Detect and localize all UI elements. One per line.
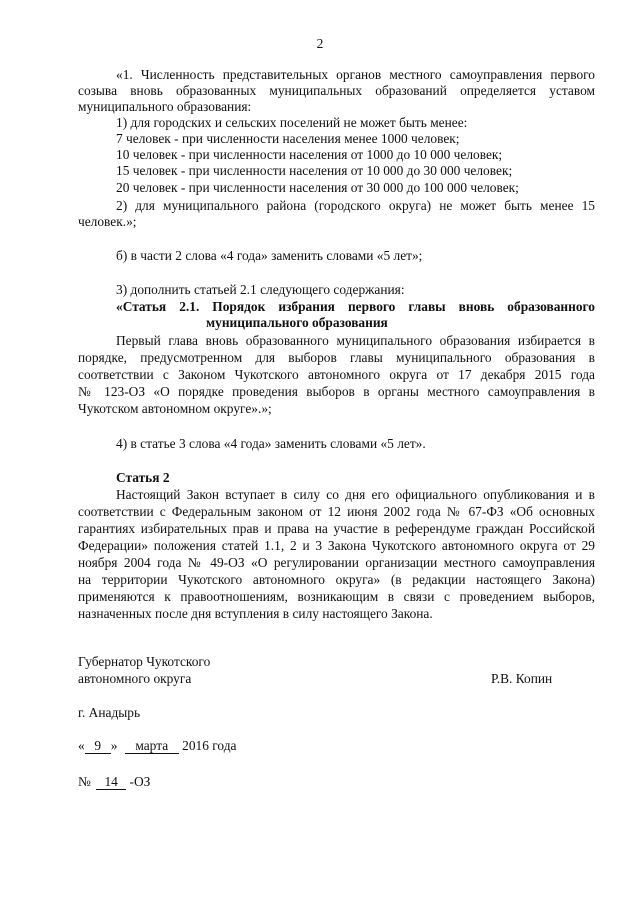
new-article-title: муниципального образования bbox=[206, 315, 388, 330]
article-2-heading: Статья 2 bbox=[116, 470, 170, 485]
new-article-title: «Статья 2.1. Порядок избрания первого главы вновь образованного bbox=[116, 299, 595, 314]
law-number bbox=[78, 774, 150, 790]
amendment-subitem-4: 4) в статье 3 слова «4 года» заменить словами «5 лет». bbox=[116, 436, 426, 451]
date-year: 2016 года bbox=[182, 738, 237, 753]
date-close-quote: » bbox=[110, 738, 118, 753]
date-day: 9 bbox=[85, 739, 111, 754]
amendment-subitem-3: 3) дополнить статьей 2.1 следующего содержания: bbox=[116, 282, 405, 297]
article-2-body-line: на территории Чукотского автономного округа» (в редакции настоящего Закона) bbox=[78, 572, 595, 587]
list-item: 7 человек - при численности населения менее 1000 человек; bbox=[116, 131, 460, 146]
signatory-name: Р.В. Копин bbox=[491, 671, 553, 686]
signatory-title: Губернатор Чукотского bbox=[78, 654, 211, 669]
new-article-body-line: порядке, предусмотренном для выборов главы муниципального образования в bbox=[78, 350, 595, 365]
signatory-title: автономного округа bbox=[78, 671, 192, 686]
list-item: 15 человек - при численности населения от 10 000 до 30 000 человек; bbox=[116, 163, 513, 178]
article-2-body-line: ноября 2004 года № 49-ОЗ «О регулировании организации местного самоуправления bbox=[78, 555, 595, 570]
article-2-body-line: Настоящий Закон вступает в силу со дня его официального опубликования и в bbox=[116, 487, 595, 502]
article-2-body-line: применяются к правоотношениям, возникающим в связи с проведением выборов, bbox=[78, 589, 595, 604]
list-item: 20 человек - при численности населения от 30 000 до 100 000 человек; bbox=[116, 180, 519, 195]
article-2-body-line: назначенных после дня вступления в силу настоящего Закона. bbox=[78, 606, 433, 621]
list-item: 2) для муниципального района (городского округа) не может быть менее 15 bbox=[116, 198, 595, 213]
list-item: человек.»; bbox=[78, 214, 137, 229]
amendment-paragraph-line: созыва вновь образованных муниципальных образований определяется уставом bbox=[78, 83, 595, 98]
law-number-suffix: -ОЗ bbox=[129, 774, 151, 789]
article-2-body-line: гарантиях избирательных прав и права на участие в референдуме граждан Российской bbox=[78, 521, 595, 536]
article-2-body-line: Федерации» положения статей 1.1, 2 и 3 Закона Чукотского автономного округа от 29 bbox=[78, 538, 595, 553]
amendment-subitem-b: б) в части 2 слова «4 года» заменить словами «5 лет»; bbox=[116, 248, 423, 263]
date-open-quote: « bbox=[78, 738, 85, 753]
page-number: 2 bbox=[316, 36, 324, 51]
new-article-body-line: № 123-ОЗ «О порядке проведения выборов в органы местного самоуправления в bbox=[78, 384, 595, 399]
new-article-body-line: соответствии с Законом Чукотского автономного округа от 17 декабря 2015 года bbox=[78, 367, 595, 382]
new-article-body-line: Первый глава вновь образованного муниципального образования избирается в bbox=[116, 333, 595, 348]
list-item: 10 человек - при численности населения от 1000 до 10 000 человек; bbox=[116, 147, 503, 162]
date-month: марта bbox=[125, 739, 179, 754]
amendment-paragraph-line: муниципального образования: bbox=[78, 99, 252, 114]
place-of-signing: г. Анадырь bbox=[78, 705, 141, 720]
signing-date bbox=[78, 738, 236, 754]
new-article-body-line: Чукотском автономном округе».»; bbox=[78, 401, 272, 416]
law-number-prefix: № bbox=[78, 774, 91, 789]
article-2-body-line: соответствии с Федеральным законом от 12 июня 2002 года № 67-ФЗ «Об основных bbox=[78, 504, 595, 519]
list-intro: 1) для городских и сельских поселений не может быть менее: bbox=[116, 115, 468, 130]
amendment-paragraph-line: «1. Численность представительных органов местного самоуправления первого bbox=[116, 67, 595, 82]
law-number-value: 14 bbox=[96, 775, 126, 790]
